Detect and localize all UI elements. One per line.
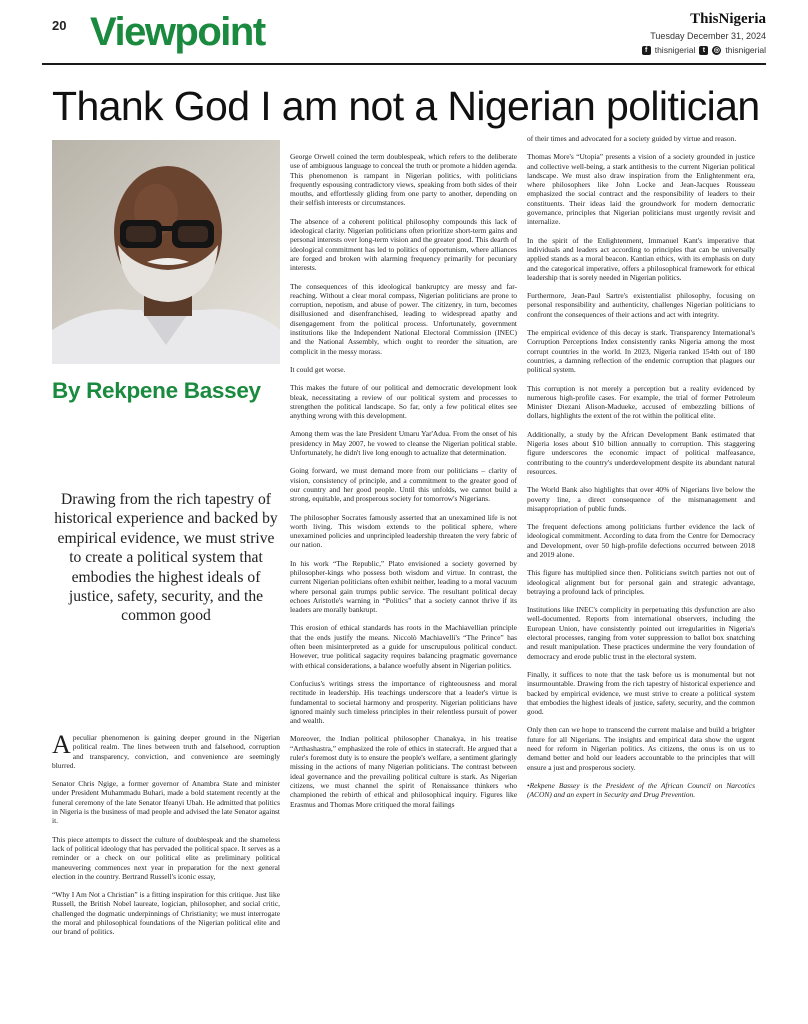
social-handles [642, 44, 766, 56]
byline: By Rekpene Bassey [52, 378, 261, 403]
body-paragraph: of their times and advocated for a society guided by virtue and reason. [527, 134, 737, 143]
body-paragraph: Additionally, a study by the African Development Bank estimated that Nigeria loses about $10 billion annually to corruption. This staggering figure underscores the economic impact of political malfeasance, contributing to the country's underdevelopment despite its abundant natural resources. [527, 429, 755, 476]
body-paragraph: In the spirit of the Enlightenment, Immanuel Kant's imperative that individuals and leaders act according to principles that can be universally applied stands as a moral beacon. Kantian ethics, with its emphasis on duty and the categorical imperative, offers a philosophical framework for ethical leadership that is sorely needed in Nigerian politics. [527, 235, 755, 282]
facebook-handle: thisnigerial [654, 45, 696, 55]
body-paragraph: In his work “The Republic,” Plato envisioned a society governed by philosopher-kings who possess both wisdom and virtue. In contrast, the current Nigerian politicians often exhibit neither, leading to a moral vacuum where personal gain trumps public service. The resultant political decay echoes Aristotle's warning in “Politics” that a society cannot thrive if its leaders are morally bankrupt. [290, 558, 517, 615]
body-paragraph: Only then can we hope to transcend the current malaise and build a brighter future for all Nigerians. The insights and empirical data show the urgent need for reform in Nigerian politics. As citizens, the onus is on us to demand better and hold our leaders accountable to the principles that will ensure a just and prosperous society. [527, 725, 755, 772]
body-paragraph: The absence of a coherent political philosophy compounds this lack of ideological clarity. Nigerian politicians often prioritize short-term gains and personal interests over long-term vision and the greater good. This dearth of ideological commitment has led to politics of opportunism, where alliances are forged and broken with alarming frequency primarily for pecuniary interests. [290, 216, 517, 273]
pull-quote: Drawing from the rich tapestry of historical experience and backed by empirical evidence, we must strive to create a political system that embodies the highest ideals of justice, safety, security, and the common good [54, 491, 278, 625]
body-paragraph: The World Bank also highlights that over 40% of Nigerians live below the poverty line, a direct consequence of the mismanagement and misappropriation of public funds. [527, 485, 755, 513]
body-paragraph: Furthermore, Jean-Paul Sartre's existentialist philosophy, focusing on personal responsibility and authenticity, challenges Nigerian politicians to confront the consequences of their actions and act with integrity. [527, 291, 755, 319]
brand-name: ThisNigeria [690, 11, 766, 27]
column-2 [290, 152, 517, 818]
headline: Thank God I am not a Nigerian politician [52, 83, 760, 129]
body-paragraph: This makes the future of our political and democratic development look bleak, necessitating a review of our political system and processes to strengthen the political landscape. So far, only a few political elites see anything wrong with this development. [290, 383, 517, 421]
body-paragraph: Institutions like INEC's complicity in perpetuating this dysfunction are also well-documented. Reports from international observers, including the European Union, have consistently pointed out irregularities in Nigeria's electoral processes, ranging from voter suppression to ballot box snatching and result manipulation. These practices undermine the very foundation of democracy and erode public trust in the electoral system. [527, 605, 755, 661]
section-title: Viewpoint [90, 10, 265, 54]
body-paragraph: This piece attempts to dissect the culture of doublespeak and the shameless lack of political ideology that has pervaded the political space. It serves as a reminder or a check on our political elite as preliminary political maneuvering commences next year in preparation for the next general election in the country. Bertrand Russell's iconic essay, [52, 834, 280, 881]
body-paragraph: Among them was the late President Umaru Yar'Adua. From the onset of his presidency in May 2007, he vowed to cleanse the Nigerian political stable. Unfortunately, he didn't live long enough to actualize that determination. [290, 429, 517, 458]
body-paragraph: This corruption is not merely a perception but a reality evidenced by numerous high-profile cases. For example, the trial of former Petroleum Minister Diezani Alison-Madueke, accused of embezzling billions of dollars, highlights the extent of the rot within the political elite. [527, 383, 755, 421]
lead-paragraph [52, 730, 280, 770]
page-number: 20 [52, 18, 67, 33]
body-paragraph: Moreover, the Indian political philosopher Chanakya, in his treatise “Arthashastra,” emphasized the role of ethics in statecraft. He argued that a ruler's foremost duty is to ensure the people's welfare, a sentiment glaringly missing in the actions of many Nigerian politicians. The contrast between ideal governance and the prevailing political culture is stark. As Nigerian citizens, we must channel the spirit of Renaissance thinkers who championed the rebirth of ethical and philosophical inquiry. Figures like Erasmus and Thomas More critiqued the moral failings [290, 734, 517, 809]
body-paragraph: It could get worse. [290, 364, 346, 374]
author-bio: •Rekpene Bassey is the President of the African Council on Narcotics (ACON) and an expert in Security and Drug Prevention. [527, 780, 755, 800]
body-paragraph: Going forward, we must demand more from our politicians – clarity of vision, consistency of principle, and a commitment to the greater good of our country and her good people. Until this unfolds, we cannot build a strong, equitable, and prosperous society for tomorrow's Nigerians. [290, 466, 517, 504]
author-photo [52, 140, 280, 364]
twitter-icon: t [699, 46, 708, 55]
facebook-icon: f [642, 46, 651, 55]
instagram-icon: ◎ [713, 46, 720, 54]
body-paragraph: Senator Chris Ngige, a former governor of Anambra State and minister under President Muhammadu Buhari, made a bold statement recently at the funeral ceremony of the late Senator Ifeanyi Ubah. He admitted that politics in Nigeria is the business of mad people and advised the late Senator against it. [52, 779, 280, 826]
issue-date: Tuesday December 31, 2024 [650, 31, 766, 41]
lead-paragraph-text: peculiar phenomenon is gaining deeper ground in the Nigerian political realm. The lines between truth and falsehood, corruption and transparency, conviction, and convenience are seemingly blurred. [52, 733, 280, 770]
header-rule [42, 63, 766, 65]
body-paragraph: The consequences of this ideological bankruptcy are messy and far-reaching. Without a clear moral compass, Nigerian politicians are prone to corruption, nepotism, and abuse of power. The citizenry, in turn, becomes disillusioned and disenfranchised, leading to widespread apathy and disengagement from the political process. Unfortunately, government institutions like the Independent National Electoral Commission (INEC) and the National Assembly, which ought to reorder the situation, are complicit in the messy morass. [290, 281, 517, 356]
body-paragraph: “Why I Am Not a Christian” is a fitting inspiration for this critique. Just like Russell, the British Nobel laureate, logician, philosopher, and social critic, challenged the dogmatic underpinnings of Christianity; we must interrogate the moral and philosophical foundations of the Nigerian political elite and our brand of politics. [52, 890, 280, 937]
body-paragraph: The empirical evidence of this decay is stark. Transparency International's Corruption Perceptions Index consistently ranks Nigeria among the most corrupt countries in the world. In 2023, Nigeria ranked 154th out of 180 countries, a damning reflection of the endemic corruption that plagues our political system. [527, 328, 755, 375]
instagram-handle: thisnigerial [725, 45, 766, 55]
body-paragraph: Thomas More's “Utopia” presents a vision of a society grounded in justice and collective well-being, a stark antithesis to the current Nigerian political landscape. We must also draw inspiration from the Enlightenment era, where philosophers like John Locke and Jean-Jacques Rousseau emphasized the social contract and the responsibility of leaders to their constituents. Their ideas laid the groundwork for modern democratic governance, principles that Nigerian politicians must urgently revisit and internalize. [527, 152, 755, 227]
body-paragraph: Finally, it suffices to note that the task before us is monumental but not insurmountable. Drawing from the rich tapestry of historical experience and backed by empirical evidence, we must strive to create a political system that embodies the highest ideals of justice, safety, security, and the common good. [527, 669, 755, 717]
masthead [642, 10, 766, 56]
drop-cap: A [52, 730, 71, 759]
body-paragraph: This figure has multiplied since then. Politicians switch parties not out of ideological alignment but for personal gain and strategic advantage, betraying a profound lack of principles. [527, 568, 755, 596]
body-paragraph: The frequent defections among politicians further evidence the lack of ideological commitment. According to data from the Centre for Democracy and Development, over 50 high-profile defections occurred between 2018 and 2019 alone. [527, 522, 755, 559]
body-paragraph: George Orwell coined the term doublespeak, which refers to the deliberate use of ambiguous language to conceal the truth or promote a hidden agenda. This phenomenon is rampant in Nigerian politics, with politicians frequently espousing contradictory views, speaking from both sides of their mouths, and effortlessly gliding from one party to another, depending on their selfish interests or circumstances. [290, 152, 517, 208]
column-3 [527, 134, 755, 809]
body-paragraph: The philosopher Socrates famously asserted that an unexamined life is not worth living. This wisdom extends to the political sphere, where unexamined policies and unprincipled leadership threaten the very fabric of our nation. [290, 512, 517, 550]
column-1 [52, 730, 280, 946]
body-paragraph: Confucius's writings stress the importance of righteousness and moral rectitude in leadership. His teachings underscore that a leader's virtue is fundamental to societal harmony and prosperity. Nigerian politicians have ignored mainly such timeless principles in their relentless pursuit of power and wealth. [290, 678, 517, 726]
body-paragraph: This erosion of ethical standards has roots in the Machiavellian principle that the ends justify the means. Niccolò Machiavelli's “The Prince” has often been misinterpreted as a guide for unscrupulous political conduct. However, true political sagacity requires balancing pragmatic governance with ethical considerations, a balance woefully absent in Nigerian politics. [290, 623, 517, 670]
